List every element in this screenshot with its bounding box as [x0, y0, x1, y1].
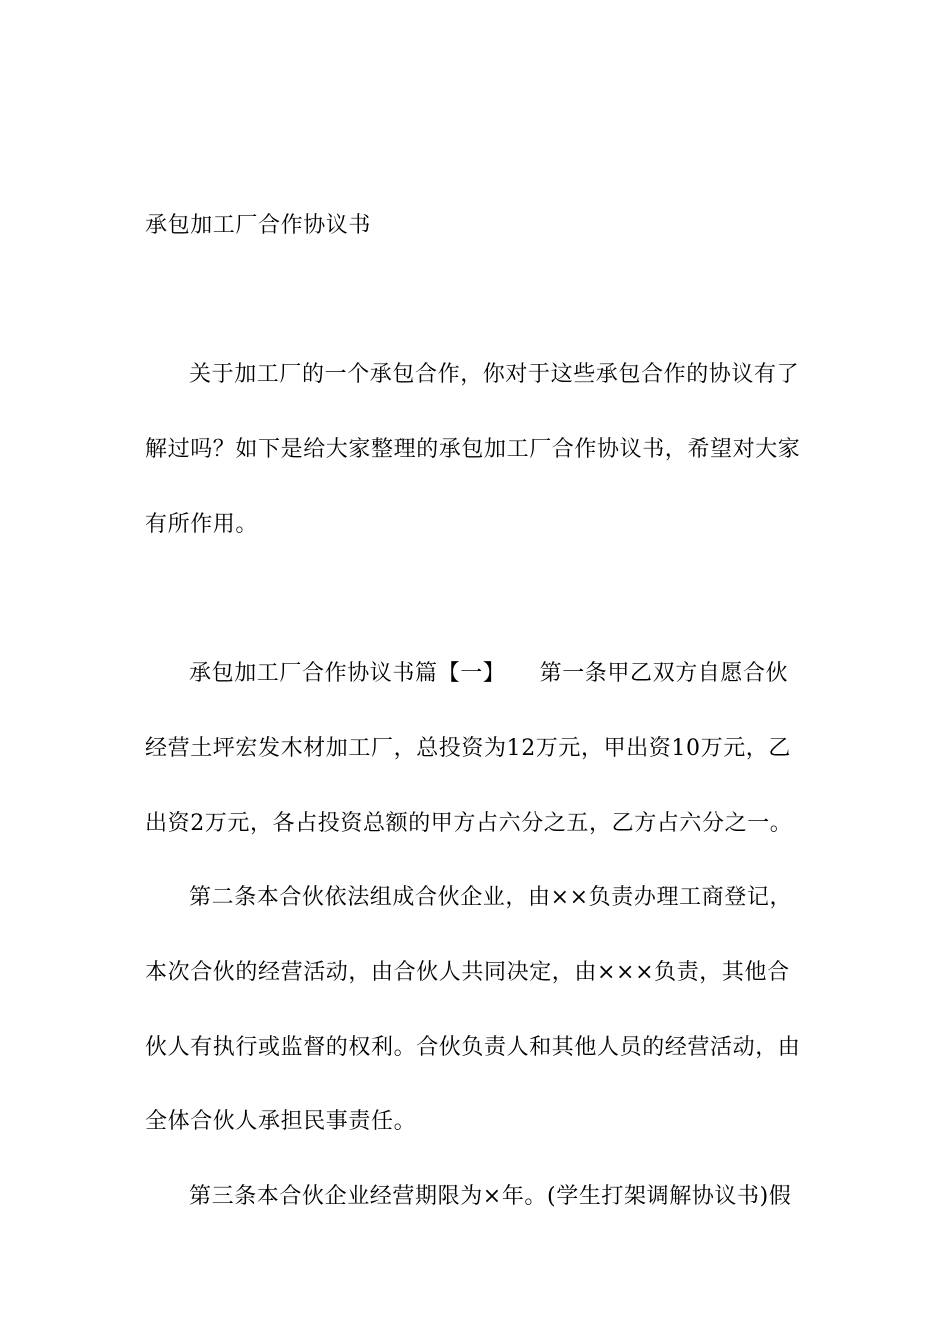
text-line: 有所作用。 — [145, 512, 259, 537]
text-line: 关于加工厂的一个承包合作，你对于这些承包合作的协议有了 — [189, 362, 800, 387]
text-line: 第二条本合伙依法组成合伙企业，由××负责办理工商登记， — [189, 885, 793, 910]
text-line: 全体合伙人承担民事责任。 — [145, 1109, 417, 1134]
text-line: 本次合伙的经营活动，由合伙人共同决定，由×××负责，其他合 — [145, 960, 790, 985]
document-title: 承包加工厂合作协议书 — [145, 213, 372, 238]
text-line: 伙人有执行或监督的权利。合伙负责人和其他人员的经营活动，由 — [145, 1035, 801, 1060]
text-line: 出资2万元，各占投资总额的甲方占六分之五，乙方占六分之一。 — [145, 811, 793, 836]
text-line: 解过吗？如下是给大家整理的承包加工厂合作协议书，希望对大家 — [145, 437, 801, 462]
text-line: 承包加工厂合作协议书篇【一】 第一条甲乙双方自愿合伙 — [189, 661, 789, 686]
text-line: 经营土坪宏发木材加工厂，总投资为12万元，甲出资10万元，乙 — [145, 736, 791, 761]
text-line: 第三条本合伙企业经营期限为×年。(学生打架调解协议书)假 — [189, 1184, 792, 1209]
